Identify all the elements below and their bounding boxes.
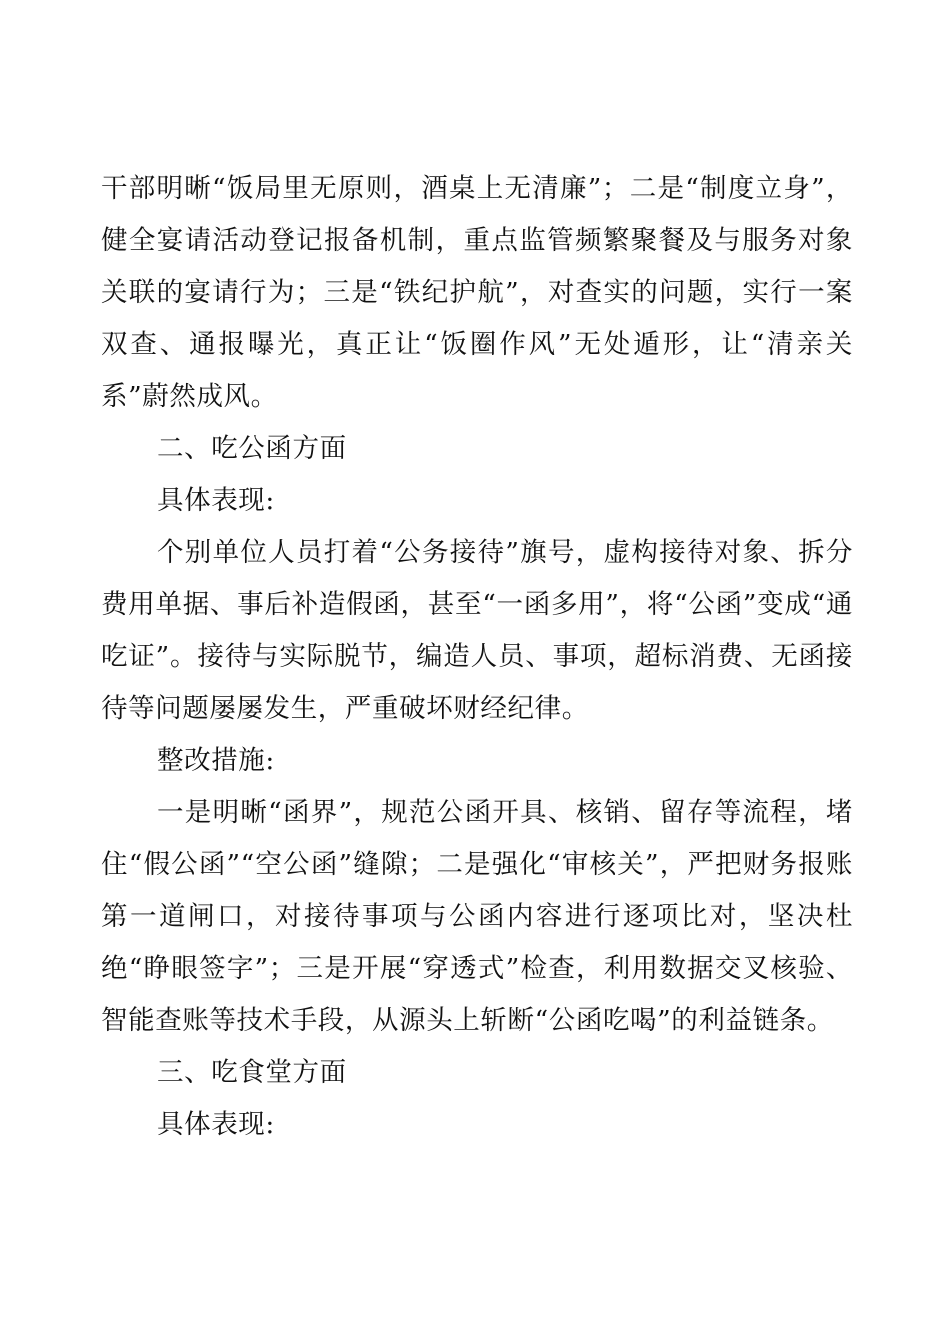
subheading-manifestations: 具体表现: [157,485,275,516]
subheading-manifestations-canteen: 具体表现: [157,1109,275,1140]
paragraph-rectification-continuation: 干部明晰“饭局里无原则，酒桌上无清廉”；二是“制度立身”，健全宴请活动登记报备机制，重点监管频繁聚餐及与服务对象关联的宴请行为；三是“铁纪护航”，对查实的问题，实行一案双查、通报曝光，真正让“饭圈作风”无处遁形，让“清亲关系”蔚然成风。 [101,173,853,412]
section-heading-official-letters: 二、吃公函方面 [157,433,347,464]
paragraph-letters-manifestations: 个别单位人员打着“公务接待”旗号，虚构接待对象、拆分费用单据、事后补造假函，甚至“一函多用”，将“公函”变成“通吃证”。接待与实际脱节，编造人员、事项，超标消费、无函接待等问题屡屡发生，严重破坏财经纪律。 [101,537,853,724]
section-heading-canteen: 三、吃食堂方面 [157,1057,347,1088]
subheading-rectification: 整改措施: [157,745,275,776]
paragraph-letters-rectification: 一是明晰“函界”，规范公函开具、核销、留存等流程，堵住“假公函”“空公函”缝隙；二是强化“审核关”，严把财务报账第一道闸口，对接待事项与公函内容进行逐项比对，坚决杜绝“睁眼签字”；三是开展“穿透式”检查，利用数据交叉核验、智能查账等技术手段，从源头上斩断“公函吃喝”的利益链条。 [101,797,853,1036]
document-body [101,163,853,1151]
